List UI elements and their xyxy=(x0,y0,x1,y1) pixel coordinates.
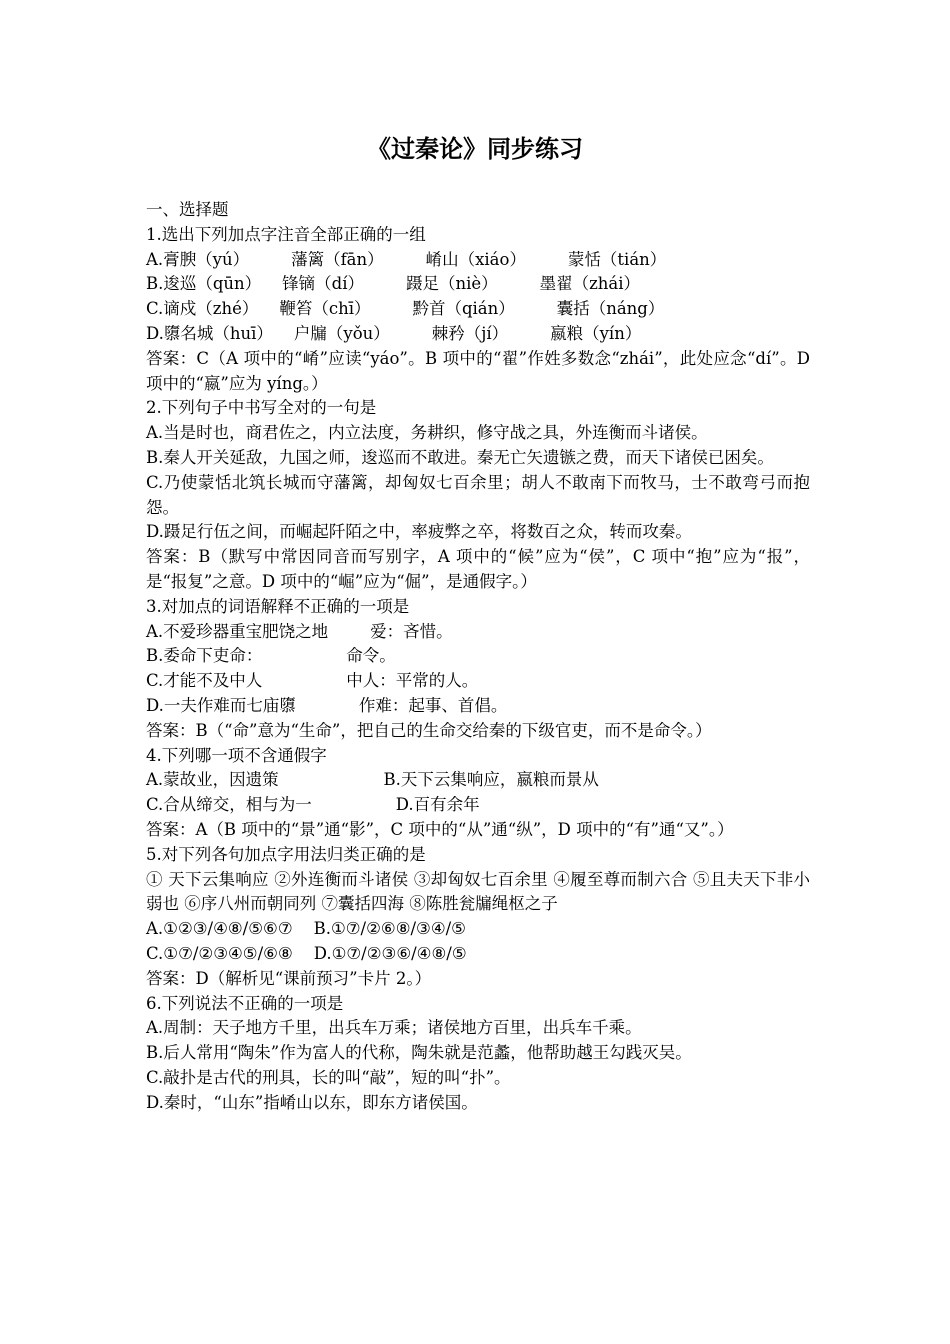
text-line: D.隳名城（huī） 户牖（yǒu） 棘矜（jí） 嬴粮（yín） xyxy=(146,323,642,343)
text-line: 答案：D（解析见“课前预习”卡片 2。） xyxy=(146,968,432,988)
text-paragraph: C.乃使蒙恬北筑长城而守藩篱，却匈奴七百余里；胡人不敢南下而牧马，士不敢弯弓而抱怨。 xyxy=(146,472,810,517)
text-line: 2.下列句子中书写全对的一句是 xyxy=(146,398,377,418)
text-line: B.后人常用“陶朱”作为富人的代称，陶朱就是范蠡，他帮助越王勾践灭吴。 xyxy=(146,1043,692,1063)
text-line: A.不爱珍器重宝肥饶之地 爱：吝惜。 xyxy=(146,621,453,641)
text-line: 6.下列说法不正确的一项是 xyxy=(146,993,344,1013)
text-line: C.合从缔交，相与为一 D.百有余年 xyxy=(146,795,480,815)
text-paragraph: 答案：B（“命”意为“生命”，把自己的生命交给秦的下级官吏，而不是命令。） xyxy=(146,720,712,740)
text-paragraph: B.秦人开关延敌，九国之师，逡巡而不敢进。秦无亡矢遗镞之费，而天下诸侯已困矣。 xyxy=(146,447,774,467)
text-line: 1.选出下列加点字注音全部正确的一组 xyxy=(146,224,426,244)
text-paragraph: 答案：B（默写中常因同音而写别字，A 项中的“候”应为“侯”，C 项中“抱”应为“报”，是“报复”之意。D 项中的“崛”应为“倔”，是通假字。） xyxy=(146,547,810,591)
text-line: D.一夫作难而七庙隳 作难：起事、首倡。 xyxy=(146,695,508,715)
text-line: A.当是时也，商君佐之，内立法度，务耕织，修守战之具，外连衡而斗诸侯。 xyxy=(146,423,708,443)
text-line: 4.下列哪一项不含通假字 xyxy=(146,745,327,765)
text-line: B.逡巡（qūn） 锋镝（dí） 蹑足（niè） 墨翟（zhái） xyxy=(146,274,641,294)
text-line: C.才能不及中人 中人：平常的人。 xyxy=(146,671,479,691)
text-line: A.周制：天子地方千里，出兵车万乘；诸侯地方百里，出兵车千乘。 xyxy=(146,1018,642,1038)
text-line: 3.对加点的词语解释不正确的一项是 xyxy=(146,596,410,616)
text-line: A.①②③/④⑧/⑤⑥⑦ B.①⑦/②⑥⑧/③④/⑤ xyxy=(146,919,466,939)
text-paragraph: ① 天下云集响应 ②外连衡而斗诸侯 ③却匈奴七百余里 ④履至尊而制六合 ⑤且夫天下非小弱也 ⑥序八州而朝同列 ⑦囊括四海 ⑧陈胜瓮牖绳枢之子 xyxy=(146,869,810,914)
text-line: C.敲扑是古代的刑具，长的叫“敲”，短的叫“扑”。 xyxy=(146,1067,511,1087)
text-line: D.秦时，“山东”指崤山以东，即东方诸侯国。 xyxy=(146,1092,478,1112)
text-line: 一、选择题 xyxy=(146,200,229,219)
text-line: C.①⑦/②③④⑤/⑥⑧ D.①⑦/②③⑥/④⑧/⑤ xyxy=(146,943,467,963)
text-line: A.蒙故业，因遗策 B.天下云集响应，嬴粮而景从 xyxy=(146,770,599,790)
text-paragraph: 答案：C（A 项中的“崤”应读“yáo”。B 项中的“翟”作姓多数念“zhái”，此处应念“dí”。D 项中的“嬴”应为 yíng。） xyxy=(146,348,810,393)
document-body xyxy=(146,198,810,1115)
text-line: 5.对下列各句加点字用法归类正确的是 xyxy=(146,844,426,864)
text-line: B.委命下吏命： 命令。 xyxy=(146,646,396,666)
text-line: C.谪戍（zhé） 鞭笞（chī） 黔首（qián） 囊括（náng） xyxy=(146,299,665,319)
text-paragraph: 答案：A（B 项中的“景”通“影”，C 项中的“从”通“纵”，D 项中的“有”通“又”。） xyxy=(146,819,734,839)
document-title: 《过秦论》同步练习 xyxy=(367,135,583,163)
text-line: D.蹑足行伍之间，而崛起阡陌之中，率疲弊之卒，将数百之众，转而攻秦。 xyxy=(146,522,692,542)
text-line: A.膏腴（yú） 藩篱（fān） 崤山（xiáo） 蒙恬（tián） xyxy=(146,249,667,269)
